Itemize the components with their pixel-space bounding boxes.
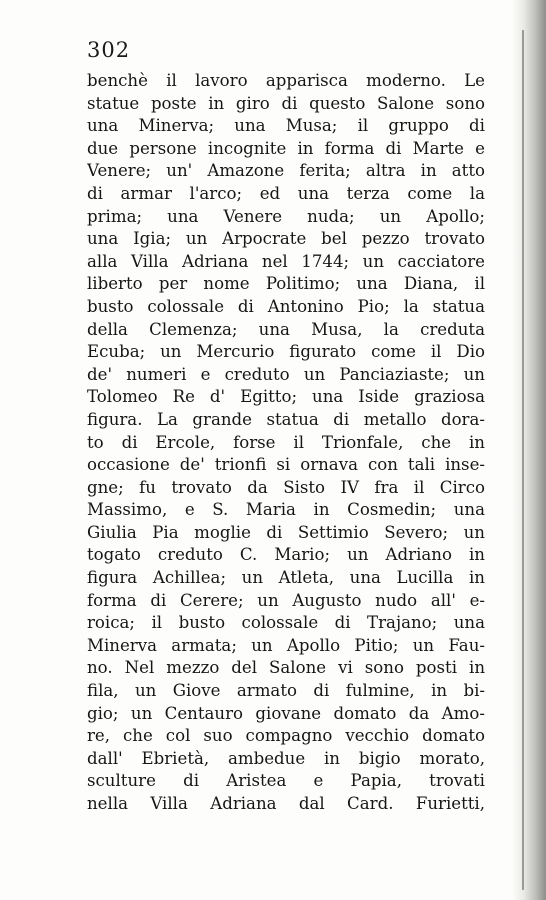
text-line: gio; un Centauro giovane domato da Amo- <box>87 703 485 723</box>
text-line: di armar l'arco; ed una terza come la <box>87 183 485 203</box>
text-line: no. Nel mezzo del Salone vi sono posti in <box>87 658 485 678</box>
body-text <box>87 70 485 816</box>
text-line: figura Achillea; un Atleta, una Lucilla in <box>87 568 485 588</box>
text-line: alla Villa Adriana nel 1744; un cacciatore <box>87 251 485 271</box>
text-line: fila, un Giove armato di fulmine, in bi- <box>87 681 485 701</box>
text-line: busto colossale di Antonino Pio; la statua <box>87 296 485 316</box>
text-line: Minerva armata; un Apollo Pitio; un Fau- <box>87 635 485 655</box>
text-line: nella Villa Adriana dal Card. Furietti, <box>87 794 485 813</box>
text-line: gne; fu trovato da Sisto IV fra il Circo <box>87 477 485 497</box>
text-line: Tolomeo Re d' Egitto; una Iside graziosa <box>87 387 485 407</box>
text-line: sculture di Aristea e Papia, trovati <box>87 771 485 791</box>
text-line: benchè il lavoro apparisca moderno. Le <box>87 71 485 90</box>
text-line: Ecuba; un Mercurio figurato come il Dio <box>87 342 485 362</box>
text-line: re, che col suo compagno vecchio domato <box>87 726 485 746</box>
text-line: to di Ercole, forse il Trionfale, che in <box>87 432 485 452</box>
text-line: Massimo, e S. Maria in Cosmedin; una <box>87 500 485 520</box>
page-number: 302 <box>87 38 131 62</box>
text-line: della Clemenza; una Musa, la creduta <box>87 319 485 339</box>
book-gutter-line <box>522 30 524 890</box>
text-line: prima; una Venere nuda; un Apollo; <box>87 206 485 226</box>
text-line: forma di Cerere; un Augusto nudo all' e- <box>87 590 485 610</box>
text-line: liberto per nome Politimo; una Diana, il <box>87 274 485 294</box>
text-line: due persone incognite in forma di Marte e <box>87 138 485 158</box>
book-spine-shadow <box>512 0 546 900</box>
text-line: figura. La grande statua di metallo dora- <box>87 409 485 429</box>
text-line: Giulia Pia moglie di Settimio Severo; un <box>87 522 485 542</box>
text-line: una Igia; un Arpocrate bel pezzo trovato <box>87 229 485 249</box>
text-line: una Minerva; una Musa; il gruppo di <box>87 116 485 136</box>
text-line: occasione de' trionfi si ornava con tali inse- <box>87 455 485 475</box>
text-line: togato creduto C. Mario; un Adriano in <box>87 545 485 565</box>
text-line: dall' Ebrietà, ambedue in bigio morato, <box>87 748 485 768</box>
text-line: roica; il busto colossale di Trajano; una <box>87 613 485 633</box>
text-line: de' numeri e creduto un Panciaziaste; un <box>87 364 485 384</box>
text-line: Venere; un' Amazone ferita; altra in atto <box>87 161 485 181</box>
text-line: statue poste in giro di questo Salone sono <box>87 93 485 113</box>
